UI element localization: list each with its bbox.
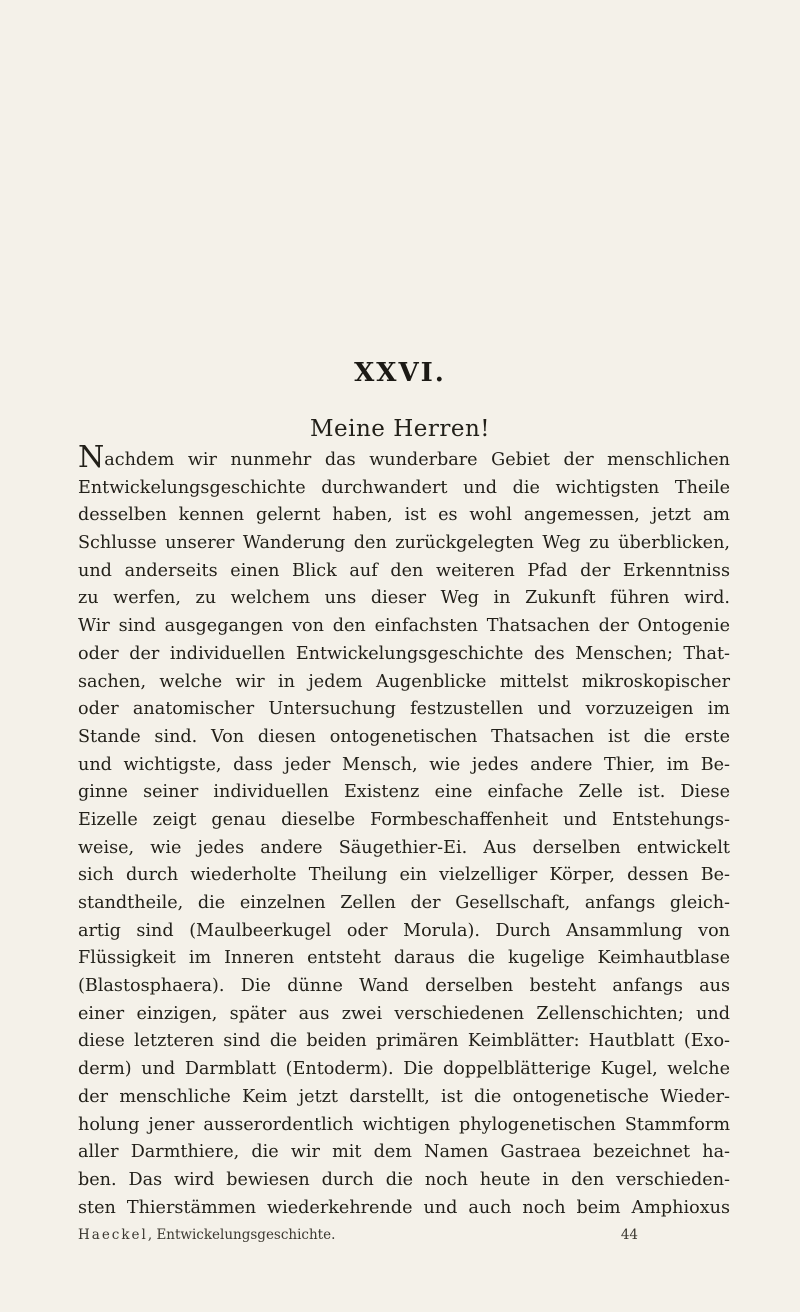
text-line: sachen, welche wir in jedem Augenblicke mittelst mikroskopischer [78, 671, 730, 692]
text-line: einer einzigen, später aus zwei verschiedenen Zellenschichten; und [78, 1003, 730, 1024]
body-text [78, 440, 730, 1222]
text-line: artig sind (Maulbeerkugel oder Morula). Durch Ansammlung von [78, 920, 730, 941]
text-line: weise, wie jedes andere Säugethier-Ei. Aus derselben entwickelt [78, 837, 730, 858]
text-line: holung jener ausserordentlich wichtigen phylogenetischen Stammform [78, 1114, 730, 1135]
salutation-heading: Meine Herren! [309, 416, 491, 442]
page-number: 44 [620, 1227, 638, 1243]
text-line: derm) und Darmblatt (Entoderm). Die doppelblätterige Kugel, welche [78, 1059, 730, 1080]
footer-title: , Entwickelungsgeschichte. [147, 1227, 336, 1243]
text-line: desselben kennen gelernt haben, ist es wohl angemessen, jetzt am [78, 505, 730, 526]
text-line: aller Darmthiere, die wir mit dem Namen Gastraea bezeichnet ha- [78, 1142, 730, 1163]
text-line: Stande sind. Von diesen ontogenetischen Thatsachen ist die erste [78, 726, 730, 747]
text-line: sten Thierstämmen wiederkehrende und auch noch beim Amphioxus [78, 1197, 730, 1218]
text-line: ben. Das wird bewiesen durch die noch heute in den verschieden- [78, 1169, 730, 1190]
running-title [78, 1227, 335, 1243]
text-line: sich durch wiederholte Theilung ein vielzelliger Körper, dessen Be- [78, 865, 730, 886]
first-line-rest: achdem wir nunmehr das wunderbare Gebiet der menschlichen [104, 450, 730, 470]
text-line: Wir sind ausgegangen von den einfachsten Thatsachen der Ontogenie [78, 616, 730, 637]
text-line: diese letzteren sind die beiden primären Keimblätter: Hautblatt (Exo- [78, 1031, 730, 1052]
text-line: ginne seiner individuellen Existenz eine einfache Zelle ist. Diese [78, 782, 730, 803]
text-line: (Blastosphaera). Die dünne Wand derselben besteht anfangs aus [78, 976, 730, 997]
text-line: und wichtigste, dass jeder Mensch, wie jedes andere Thier, im Be- [78, 754, 730, 775]
text-line: der menschliche Keim jetzt darstellt, ist die ontogenetische Wieder- [78, 1086, 730, 1107]
text-line: oder der individuellen Entwickelungsgeschichte des Menschen; That- [78, 643, 730, 664]
text-line: zu werfen, zu welchem uns dieser Weg in Zukunft führen wird. [78, 588, 730, 609]
text-line-first [78, 440, 730, 475]
footer-author: Haeckel [78, 1227, 148, 1243]
text-line: standtheile, die einzelnen Zellen der Gesellschaft, anfangs gleich- [78, 893, 730, 913]
text-line: Schlusse unserer Wanderung den zurückgelegten Weg zu überblicken, [78, 533, 730, 554]
text-line: oder anatomischer Untersuchung festzustellen und vorzuzeigen im [78, 699, 730, 720]
text-line: Eizelle zeigt genau dieselbe Formbeschaffenheit und Entstehungs- [78, 809, 730, 830]
chapter-number: XXVI. [354, 358, 446, 388]
text-line: Flüssigkeit im Inneren entsteht daraus die kugelige Keimhautblase [78, 948, 730, 969]
page-footer [78, 1227, 638, 1243]
text-line: und anderseits einen Blick auf den weiteren Pfad der Erkenntniss [78, 560, 730, 581]
initial-letter: N [78, 440, 105, 475]
text-line: Entwickelungsgeschichte durchwandert und die wichtigsten Theile [78, 477, 730, 498]
